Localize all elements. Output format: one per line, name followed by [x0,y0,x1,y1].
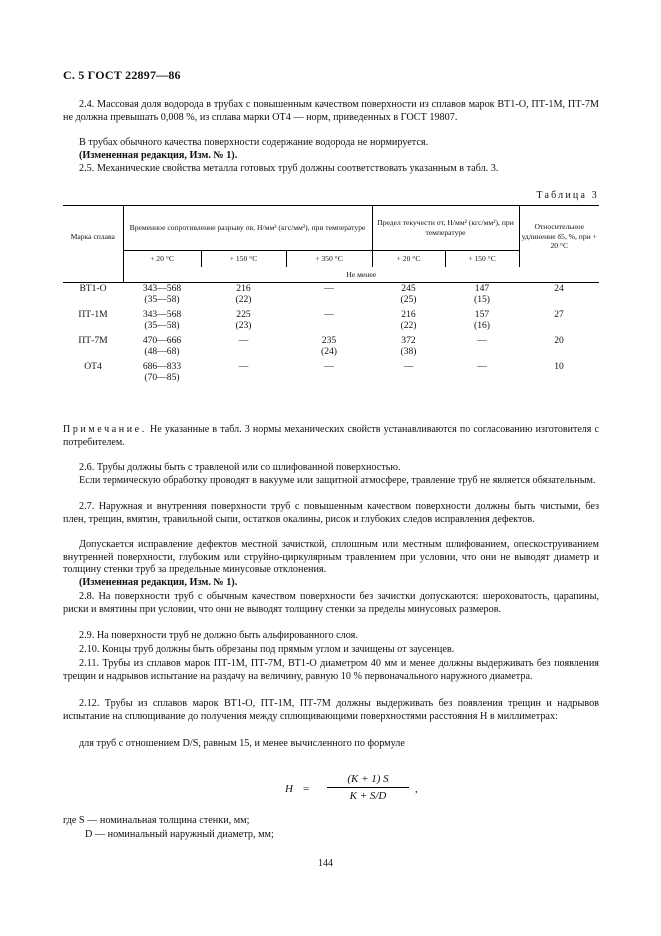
cell-tensile-350: — [324,283,334,294]
cell-tensile-150: 225 (23) [235,309,252,332]
table-row [63,309,599,335]
cell-tensile-20: 343—568 (35—58) [142,283,182,306]
paragraph-2-9: 2.9. На поверхности труб не должно быть альфированного слоя. [79,630,358,641]
amendment-note-1: (Измененная редакция, Изм. № 1). [79,150,238,161]
amendment-note-2: (Измененная редакция, Изм. № 1). [79,577,238,588]
header-temp-150: + 150 °С [201,251,286,268]
header-not-less: Не менее [123,267,599,283]
cell-grade: ОТ4 [84,361,102,372]
cell-elongation: 10 [554,361,564,372]
table-row [63,283,599,310]
cell-yield-20: 216 (22) [400,309,417,332]
paragraph-2-8: 2.8. На поверхности труб с обычным качеством поверхности без зачистки допускаются: шероховатость, царапины, риски и вмятины при условии, что они не выводят толщину стенки за пределы минусовых размеров. [63,591,599,615]
paragraph-2-6-continued: Если термическую обработку проводят в вакууме или защитной атмосфере, травление труб не является обязательным. [79,475,596,486]
cell-tensile-350: — [324,309,334,320]
cell-grade: ПТ-1М [78,309,108,320]
cell-tensile-350: 235 (24) [321,335,337,358]
cell-yield-20: 245 (25) [400,283,417,306]
mechanical-properties-table [63,205,599,387]
definition-s: где S — номинальная толщина стенки, мм; [63,815,250,826]
cell-elongation: 20 [554,335,564,346]
cell-tensile-350: — [324,361,334,372]
paragraph-2-12-continued: для труб с отношением D/S, равным 15, и менее вычисленного по формуле [79,738,405,749]
header-tensile-strength: Временное сопротивление разрыву σв, Н/мм² (кгс/мм²), при температуре [123,206,372,251]
formula-lhs: H [285,783,293,795]
cell-yield-150: — [477,335,487,346]
table-row [63,335,599,361]
paragraph-2-11: 2.11. Трубы из сплавов марок ПТ-1М, ПТ-7М, ВТ1-О диаметром 40 мм и менее должны выдерживать без появления трещин и надрывов испытание на раздачу на величину, равную 10 % первоначального наружного диаметра. [63,658,599,682]
cell-tensile-20: 686—833 (70—85) [142,361,182,384]
table-note [63,424,599,449]
header-temp-20-yield: + 20 °С [372,251,445,268]
formula-denominator: K + S/D [349,790,387,802]
cell-yield-20: 372 (38) [400,335,417,358]
cell-grade: ВТ1-О [79,283,107,294]
header-grade: Марка сплава [63,206,123,268]
formula-equals: = [303,783,310,795]
paragraph-2-7: 2.7. Наружная и внутренняя поверхности труб с повышенным качеством поверхности должны быть чистыми, без плен, трещин, вмятин, травильной сыпи, остатков окалины, рисок и глубоких следов исправления дефектов. [63,501,599,525]
header-grade-spacer [63,267,123,283]
formula-comma: , [415,783,418,795]
table-row [63,361,599,387]
page-number: 144 [318,858,333,869]
paragraph-2-4-continued: В трубах обычного качества поверхности содержание водорода не нормируется. [79,137,429,148]
cell-grade: ПТ-7М [78,335,108,346]
paragraph-2-10: 2.10. Концы труб должны быть обрезаны под прямым углом и зачищены от заусенцев. [79,644,455,655]
paragraph-2-12: 2.12. Трубы из сплавов марок ВТ1-О, ПТ-1М, ПТ-7М должны выдерживать без появления трещин и надрывов испытание на сплющивание до получения между сплющивающими поверхностями расстояния H в миллиметрах: [63,698,599,722]
formula-numerator: (K + 1) S [327,773,409,788]
cell-yield-20: — [403,361,414,372]
cell-tensile-20: 470—666 (48—68) [142,335,182,358]
cell-yield-150: — [477,361,487,372]
note-text: Не указанные в табл. 3 нормы механических свойств устанавливаются по согласованию изготовителя с потребителем. [63,424,599,448]
paragraph-2-5: 2.5. Механические свойства металла готовых труб должны соответствовать указанным в табл. 3. [79,163,499,174]
cell-elongation: 24 [554,283,564,294]
cell-yield-150: 157 (16) [474,309,490,332]
header-yield-strength: Предел текучести σт, Н/мм² (кгс/мм²), при температуре [372,206,519,251]
cell-tensile-20: 343—568 (35—58) [142,309,182,332]
header-temp-20: + 20 °С [123,251,201,268]
header-elongation: Относительное удлинение δ5, %, при + 20 °C [519,206,599,268]
paragraph-2-4: 2.4. Массовая доля водорода в трубах с повышенным качеством поверхности из сплавов марок ВТ1-О, ПТ-1М, ПТ-7М не должна превышать 0,008 %, из сплава марки ОТ4 — норм, приведенных в ГОСТ 19807. [63,99,599,123]
header-temp-150-yield: + 150 °С [445,251,519,268]
header-temp-350: + 350 °С [286,251,372,268]
page-header: С. 5 ГОСТ 22897—86 [63,68,181,82]
formula-fraction [327,773,409,802]
paragraph-2-7-continued: Допускается исправление дефектов местной зачисткой, сплошным или местным шлифованием, опескоструиванием внутренней поверхности, глубоким или струйно-циркулярным травлением при условии, что они не выводят диаметр и толщину стенки труб за предельные минусовые отклонения. [63,539,599,576]
cell-tensile-150: — [238,361,249,372]
cell-tensile-150: — [238,335,249,346]
paragraph-2-6: 2.6. Трубы должны быть с травленой или со шлифованной поверхностью. [79,462,401,473]
cell-elongation: 27 [554,309,564,320]
note-label: Примечание. [63,424,147,435]
definition-d: D — номинальный наружный диаметр, мм; [85,829,274,840]
table-caption: Таблица 3 [536,190,599,201]
cell-yield-150: 147 (15) [474,283,490,306]
cell-tensile-150: 216 (22) [235,283,252,306]
